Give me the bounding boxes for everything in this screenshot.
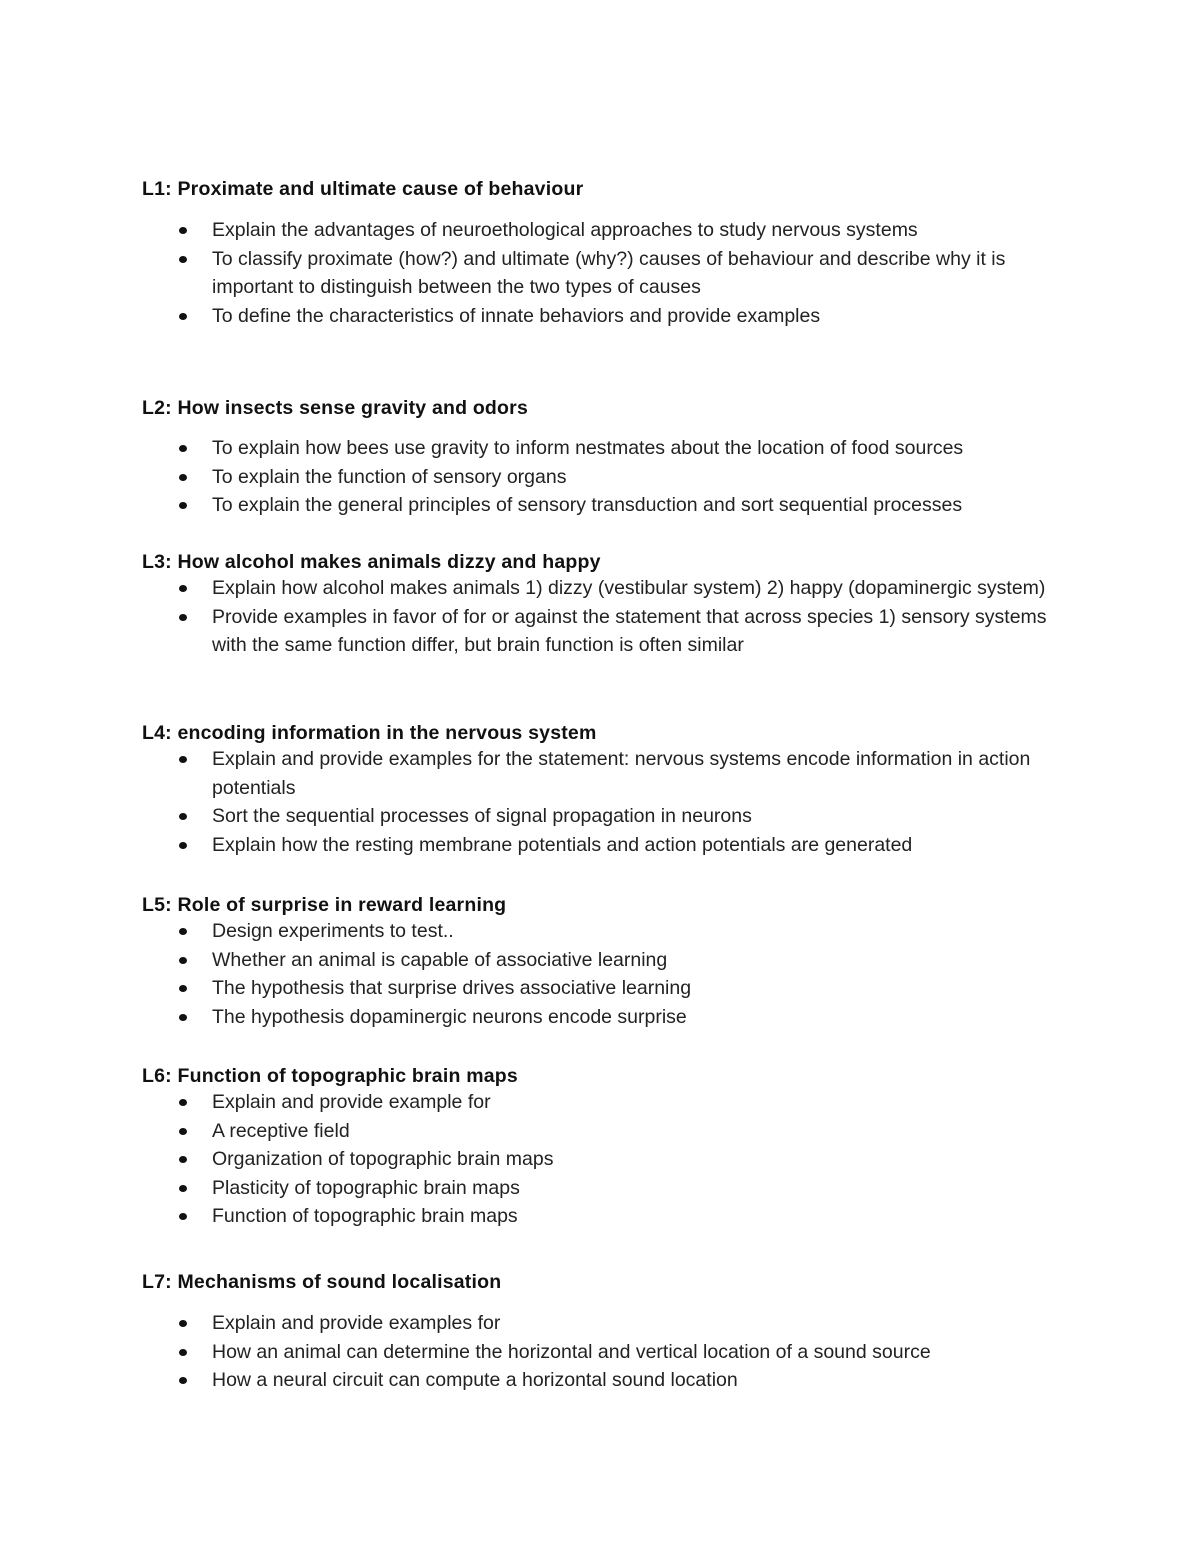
bullet-icon xyxy=(179,928,187,935)
list-item-text: Whether an animal is capable of associative learning xyxy=(212,948,668,971)
list-item xyxy=(142,1366,1082,1395)
list-item-text: A receptive field xyxy=(212,1119,350,1142)
list-item xyxy=(142,1202,1082,1231)
section-l2 xyxy=(142,396,1082,520)
list-item-text: Explain how alcohol makes animals 1) dizzy (vestibular system) 2) happy (dopaminergic system) xyxy=(212,577,1046,599)
section-l5 xyxy=(142,893,1082,1031)
section-heading: L7: Mechanisms of sound localisation xyxy=(142,1271,502,1293)
list-item xyxy=(142,1003,1082,1032)
section-l4 xyxy=(142,721,1082,859)
bullet-icon xyxy=(179,1349,187,1356)
objective-list xyxy=(142,917,1082,1031)
list-item-text: Plasticity of topographic brain maps xyxy=(212,1176,520,1199)
list-item xyxy=(142,1309,1082,1338)
bullet-icon xyxy=(179,614,187,621)
list-item xyxy=(142,434,1082,463)
list-item-text: Design experiments to test.. xyxy=(212,920,454,942)
section-heading: L5: Role of surprise in reward learning xyxy=(142,894,507,916)
list-item-text: How an animal can determine the horizontal and vertical location of a sound source xyxy=(212,1340,931,1363)
list-item xyxy=(142,603,1082,660)
bullet-icon xyxy=(179,1213,187,1220)
list-item xyxy=(142,1088,1082,1117)
bullet-icon xyxy=(179,502,187,509)
list-item xyxy=(142,463,1082,492)
bullet-icon xyxy=(179,474,187,481)
bullet-icon xyxy=(179,256,187,263)
bullet-icon xyxy=(179,985,187,992)
list-item-text: To explain the general principles of sensory transduction and sort sequential processes xyxy=(212,494,963,516)
list-item-text: Explain and provide examples for xyxy=(212,1312,501,1334)
list-item xyxy=(142,245,1082,302)
bullet-icon xyxy=(179,842,187,849)
bullet-icon xyxy=(179,1320,187,1327)
list-item xyxy=(142,302,1082,331)
list-item xyxy=(142,1174,1082,1203)
objective-list xyxy=(142,745,1082,859)
list-item-text: To explain the function of sensory organs xyxy=(212,465,567,488)
section-heading: L3: How alcohol makes animals dizzy and happy xyxy=(142,551,601,573)
list-item xyxy=(142,1117,1082,1146)
objective-list xyxy=(142,434,1082,520)
bullet-icon xyxy=(179,1014,187,1021)
list-item xyxy=(142,946,1082,975)
bullet-icon xyxy=(179,1185,187,1192)
bullet-icon xyxy=(179,1156,187,1163)
list-item xyxy=(142,574,1082,603)
bullet-icon xyxy=(179,585,187,592)
objective-list xyxy=(142,216,1082,330)
list-item-text: To explain how bees use gravity to inform nestmates about the location of food sources xyxy=(212,437,964,459)
list-item xyxy=(142,917,1082,946)
bullet-icon xyxy=(179,957,187,964)
section-heading: L4: encoding information in the nervous system xyxy=(142,722,597,744)
list-item-text: Organization of topographic brain maps xyxy=(212,1148,554,1170)
section-heading: L6: Function of topographic brain maps xyxy=(142,1065,518,1087)
section-l1 xyxy=(142,177,1082,330)
list-item-text: The hypothesis that surprise drives associative learning xyxy=(212,977,692,999)
bullet-icon xyxy=(179,756,187,763)
bullet-icon xyxy=(179,227,187,234)
list-item xyxy=(142,216,1082,245)
section-heading: L2: How insects sense gravity and odors xyxy=(142,397,528,419)
bullet-icon xyxy=(179,1099,187,1106)
objective-list xyxy=(142,574,1082,660)
list-item-text: Explain how the resting membrane potentials and action potentials are generated xyxy=(212,833,913,856)
objective-list xyxy=(142,1088,1082,1231)
bullet-icon xyxy=(179,1128,187,1135)
bullet-icon xyxy=(179,445,187,452)
list-item-text: Explain and provide examples for the statement: nervous systems encode information in action potentials xyxy=(212,748,1031,799)
list-item xyxy=(142,974,1082,1003)
list-item-text: Provide examples in favor of for or against the statement that across species 1) sensory systems with the same function differ, but brain function is often similar xyxy=(212,605,1047,656)
bullet-icon xyxy=(179,1377,187,1384)
bullet-icon xyxy=(179,813,187,820)
list-item-text: To classify proximate (how?) and ultimate (why?) causes of behaviour and describe why it is important to distinguish between the two types of causes xyxy=(212,247,1006,298)
list-item xyxy=(142,802,1082,831)
list-item xyxy=(142,1145,1082,1174)
list-item xyxy=(142,1338,1082,1367)
list-item xyxy=(142,831,1082,860)
list-item-text: How a neural circuit can compute a horizontal sound location xyxy=(212,1369,738,1391)
bullet-icon xyxy=(179,313,187,320)
list-item-text: Explain the advantages of neuroethological approaches to study nervous systems xyxy=(212,219,918,241)
list-item xyxy=(142,745,1082,802)
objective-list xyxy=(142,1309,1082,1395)
list-item xyxy=(142,491,1082,520)
list-item-text: Sort the sequential processes of signal propagation in neurons xyxy=(212,805,752,827)
section-l3 xyxy=(142,550,1082,660)
section-l7 xyxy=(142,1270,1082,1395)
list-item-text: Function of topographic brain maps xyxy=(212,1205,518,1227)
section-l6 xyxy=(142,1064,1082,1231)
list-item-text: The hypothesis dopaminergic neurons encode surprise xyxy=(212,1005,687,1028)
list-item-text: To define the characteristics of innate behaviors and provide examples xyxy=(212,304,821,327)
list-item-text: Explain and provide example for xyxy=(212,1091,491,1113)
section-heading: L1: Proximate and ultimate cause of behaviour xyxy=(142,178,584,200)
